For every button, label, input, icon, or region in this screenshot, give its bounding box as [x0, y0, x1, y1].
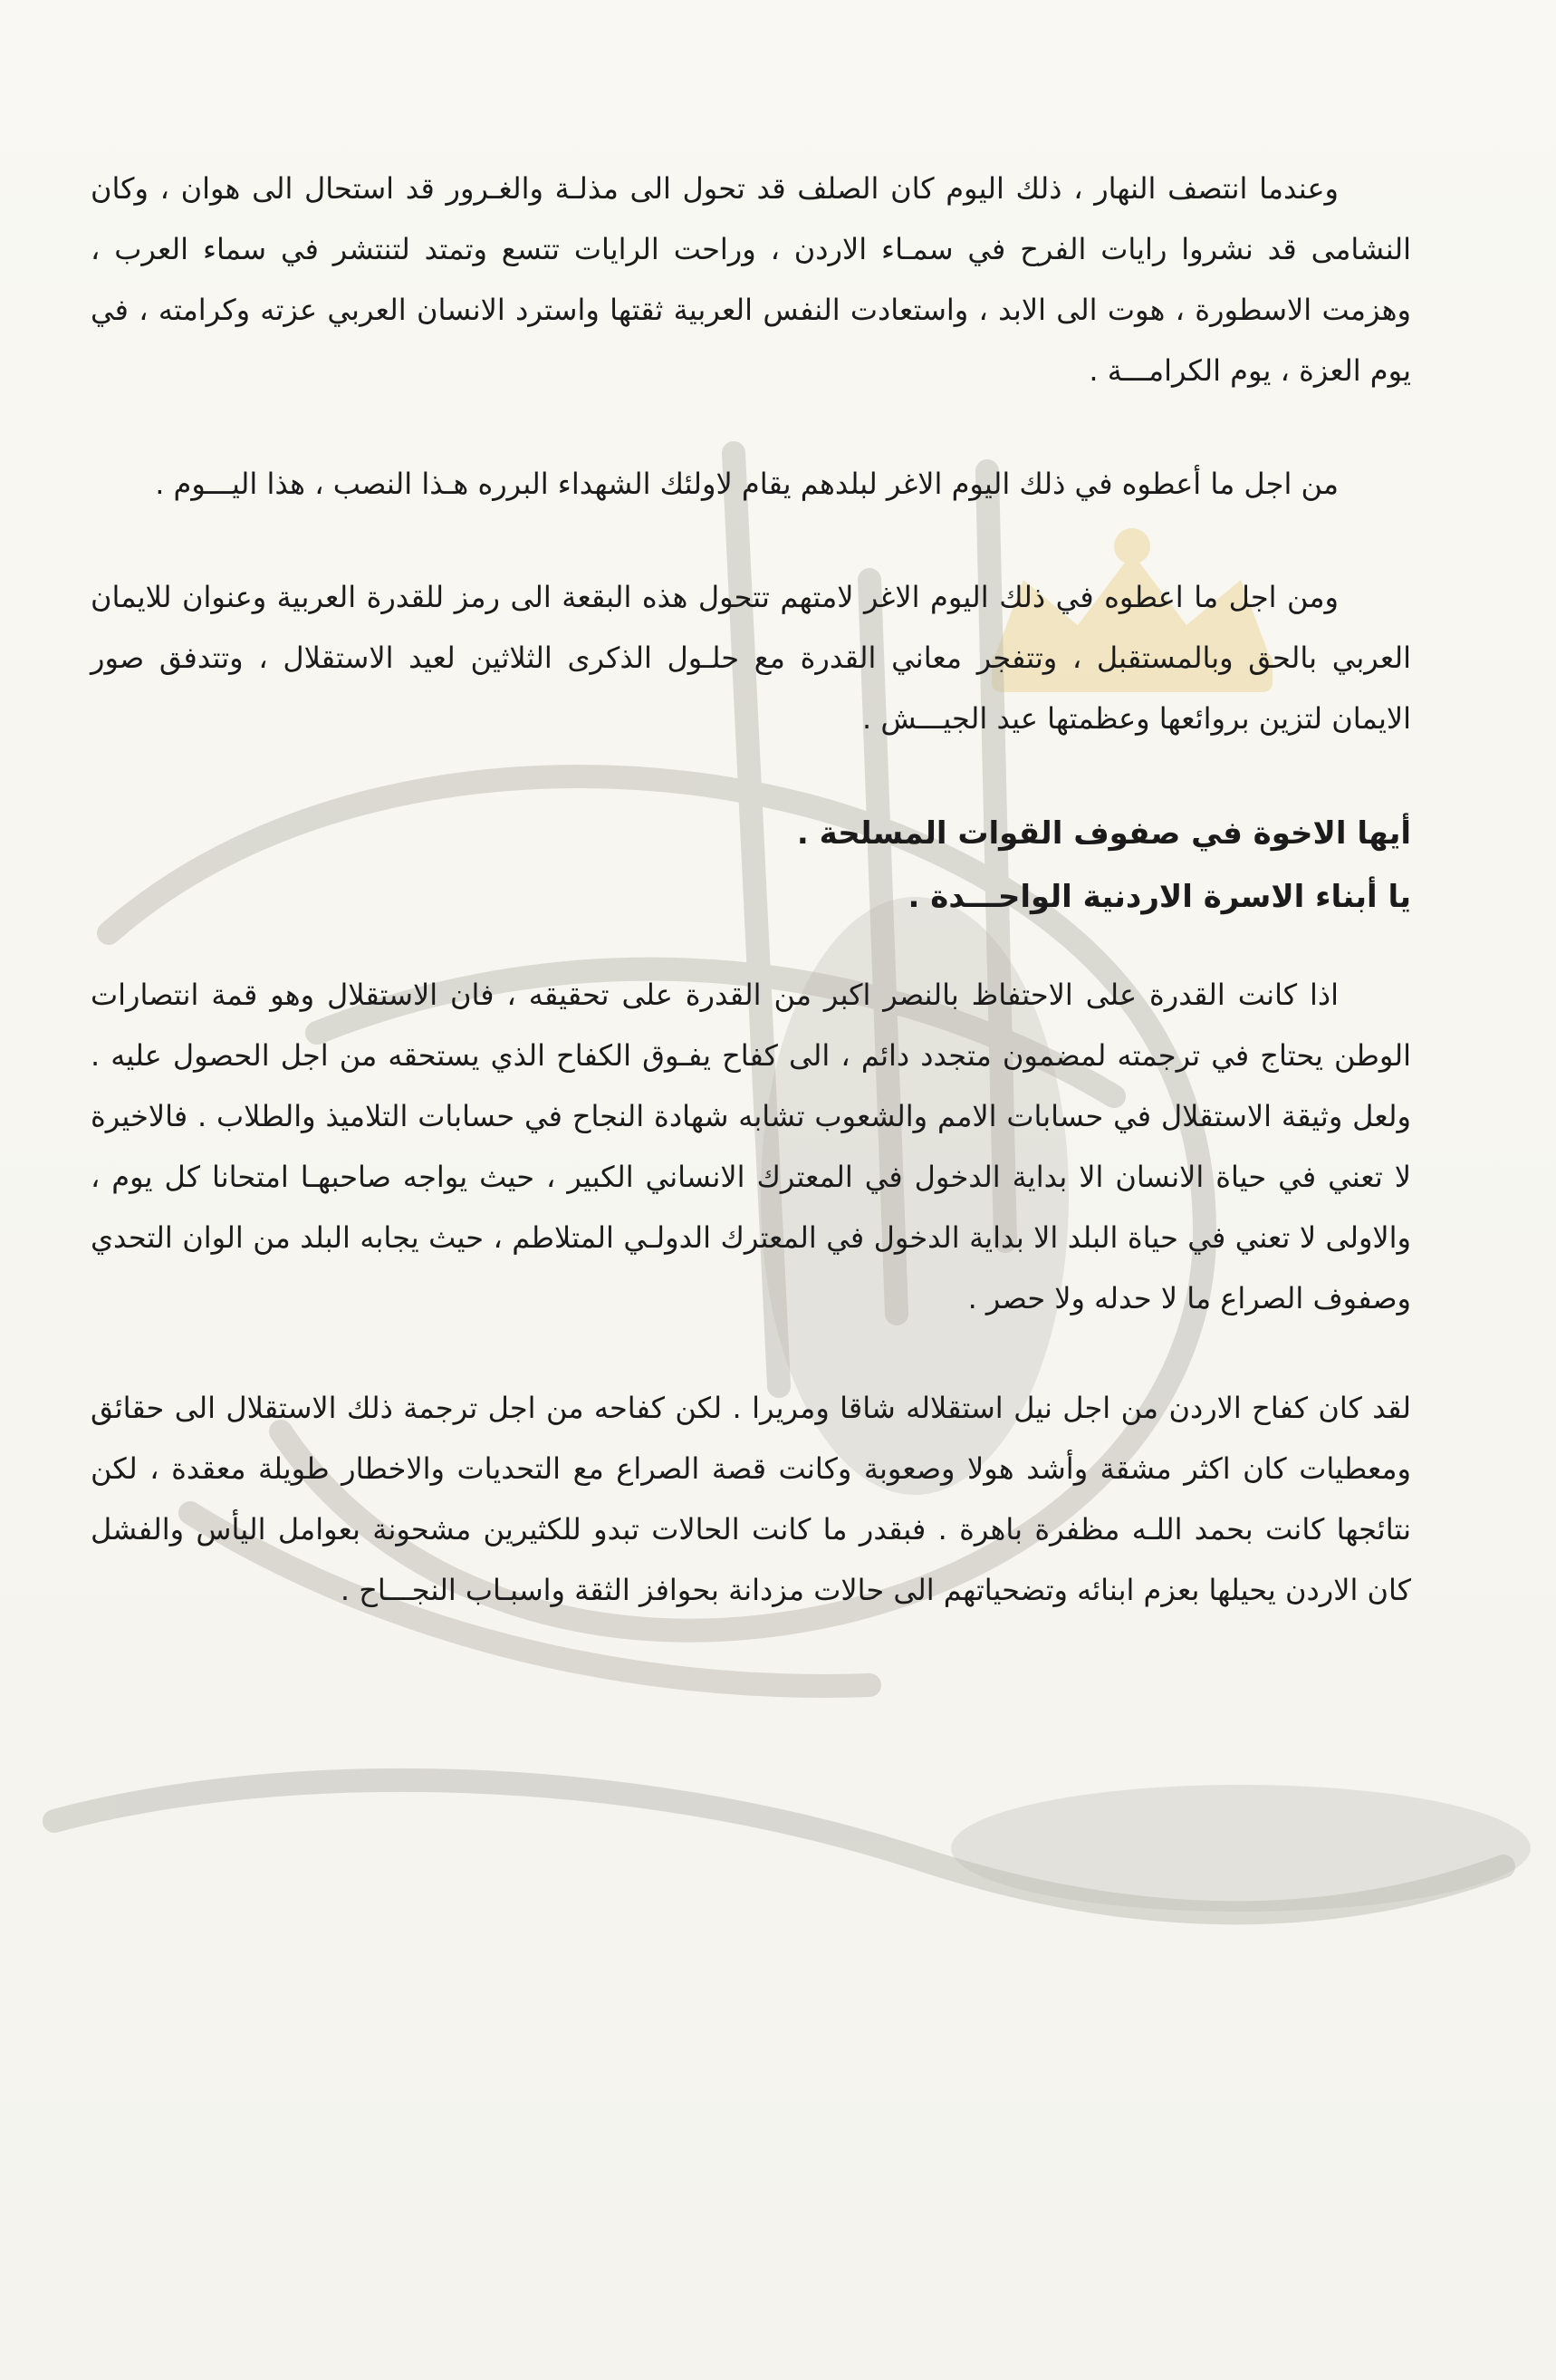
paragraph-jordan-struggle: لقد كان كفاح الاردن من اجل نيل استقلاله شاقا ومريرا . لكن كفاحه من اجل ترجمة ذلك الاستقلال الى حقائق ومعطيات كان اكثر مشقة وأشد هولا وصعوبة وكانت قصة الصراع مع التحديات والاخطار طويلة معقدة ، لكن نتائجها كانت بحمد اللـه مظفرة باهرة . فبقدر ما كانت الحالات تبدو للكثيرين مشحونة بعوامل اليأس والفشل كان الاردن يحيلها بعزم ابنائه وتضحياتهم الى حالات مزدانة بحوافز الثقة واسبـاب النجـــاح . — [91, 1391, 1411, 1607]
paragraph-gap — [91, 929, 1411, 965]
paragraph-martyrs-monument: من اجل ما أعطوه في ذلك اليوم الاغر لبلدهم يقام لاولئك الشهداء البرره هـذا النصب ، هذا اليـــوم . — [155, 467, 1339, 501]
paragraph-arab-strength: ومن اجل ما اعطوه في ذلك اليوم الاغر لامتهم تتحول هذه البقعة الى رمز للقدرة العربية وعنوان للايمان العربي بالحق وبالمستقبل ، وتتفجر معاني القدرة مع حلـول الذكرى الثلاثين لعيد الاستقلال ، وتتدفق صور الايمان لتزين بروائعها وعظمتها عيد الجيـــش . — [91, 580, 1411, 736]
paragraph-independence: اذا كانت القدرة على الاحتفاظ بالنصر اكبر من القدرة على تحقيقه ، فان الاستقلال وهو قمة انتصارات الوطن يحتاج في ترجمته لمضمون متجدد دائم ، الى كفاح يفـوق الكفاح الذي يستحقه من اجل الحصول عليه . ولعل وثيقة الاستقلال في حسابات الامم والشعوب تشابه شهادة النجاح في حسابات التلاميذ والطلاب . فالاخيرة لا تعني في حياة الانسان الا بداية الدخول في المعترك الانساني الكبير ، حيث يواجه صاحبهـا امتحانا كل يوم ، والاولى لا تعني في حياة البلد الا بداية الدخول في المعترك الدولـي المتلاطم ، حيث يجابه البلد من الوان التحدي وصفوف الصراع ما لا حدله ولا حصر . — [91, 978, 1411, 1315]
speech-content — [91, 159, 1411, 1621]
heading-armed-forces: أيها الاخوة في صفوف القوات المسلحة . — [796, 815, 1411, 852]
paragraph-gap — [91, 515, 1411, 567]
paragraph-gap — [91, 401, 1411, 454]
paragraph-karama-day: وعندما انتصف النهار ، ذلك اليوم كان الصلف قد تحول الى مذلـة والغـرور قد استحال الى هوان ، وكان النشامى قد نشروا رايات الفرح في سمـاء الاردن ، وراحت الرايات تتسع وتمتد لتنتشر في سماء العرب ، وهزمت الاسطورة ، هوت الى الابد ، واستعادت النفس العربية ثقتها واسترد الانسان العربي عزته وكرامته ، في يوم العزة ، يوم الكرامـــة . — [91, 171, 1411, 388]
paragraph-gap — [91, 1329, 1411, 1378]
paragraph-gap — [91, 749, 1411, 802]
heading-jordanian-family: يا أبناء الاسرة الاردنية الواحـــدة . — [908, 879, 1411, 915]
